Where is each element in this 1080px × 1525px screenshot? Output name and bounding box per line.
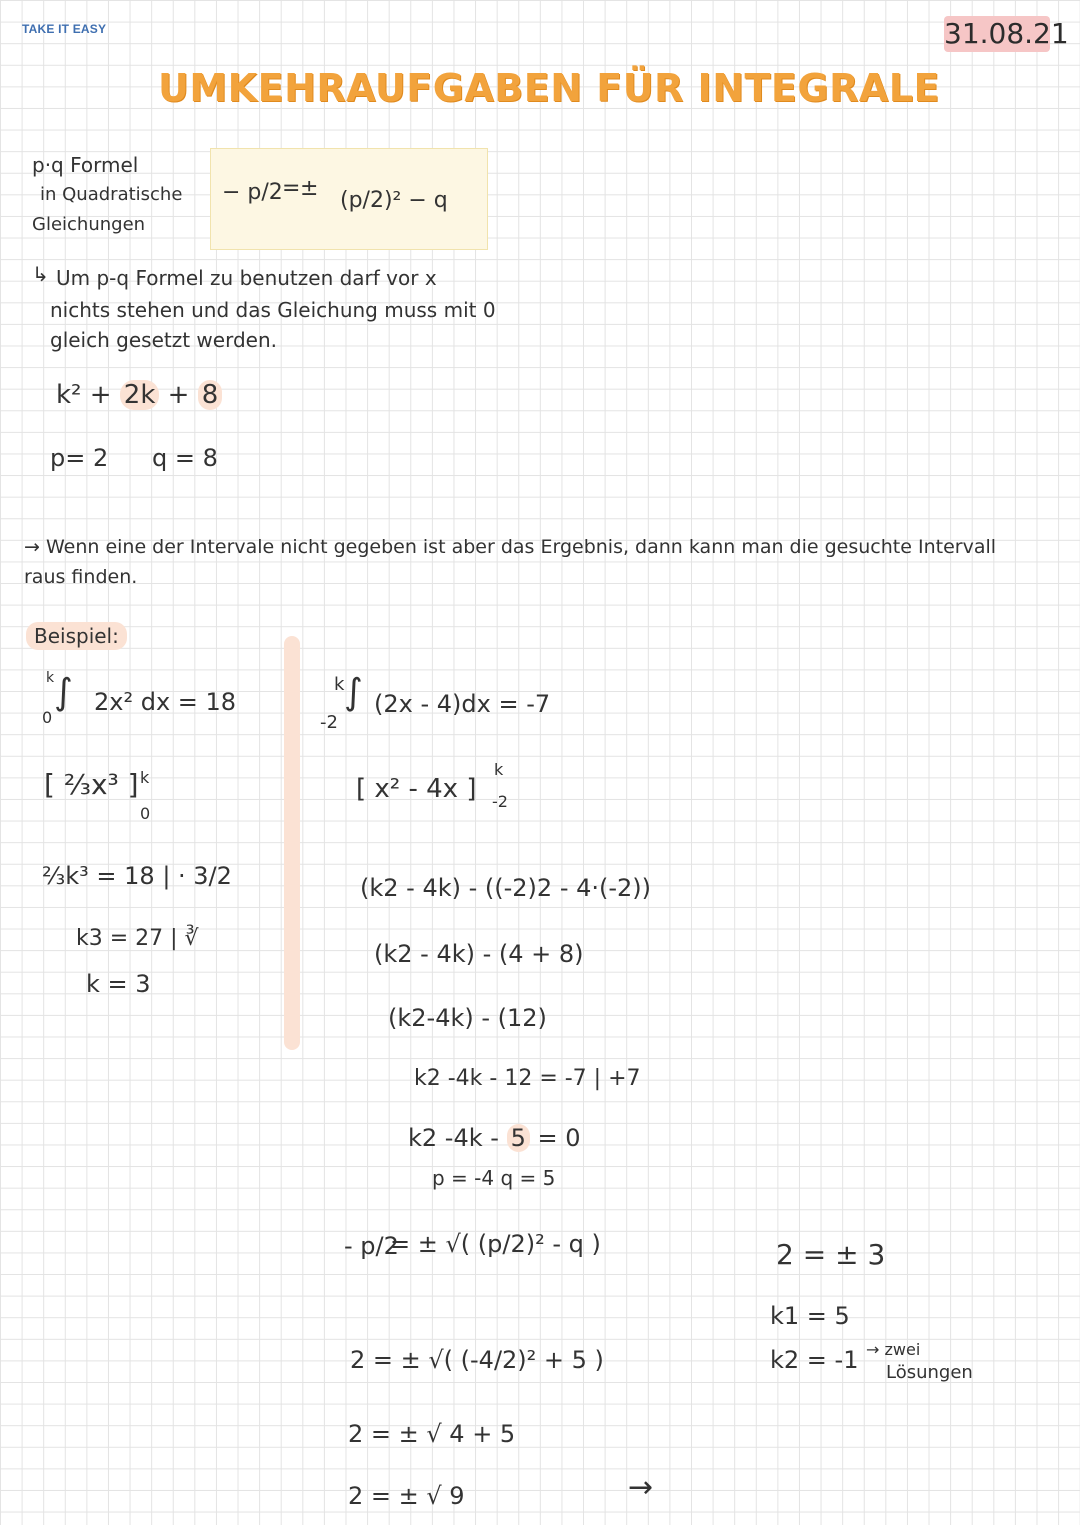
- poly-p-term: 2k: [120, 380, 160, 410]
- result-k2: k2 = -1: [770, 1346, 859, 1374]
- interval-note-line1: → Wenn eine der Intervale nicht gegeben ist aber das Ergebnis, dann kann man die gesuchte Intervall: [24, 536, 997, 558]
- step5-zero: = 0: [537, 1124, 581, 1152]
- result-line1: 2 = ± 3: [776, 1238, 886, 1271]
- result-arrow: →: [628, 1470, 654, 1505]
- right-antiderivative: [ x² - 4x ]: [356, 774, 477, 804]
- right-pq-values: p = -4 q = 5: [432, 1166, 556, 1190]
- poly-q-term: 8: [198, 380, 223, 410]
- note-line1: Um p-q Formel zu benutzen darf vor x: [56, 266, 437, 290]
- pq-value-p: p= 2: [50, 444, 109, 472]
- right-step5: [408, 1124, 581, 1152]
- left-bound-bottom: 0: [42, 708, 53, 727]
- left-anti-top: k: [140, 768, 150, 787]
- poly-k2: k² +: [56, 380, 112, 410]
- left-integral-sign: ∫: [54, 672, 73, 713]
- date-badge: 31.08.21: [944, 17, 1069, 50]
- example-poly: [56, 380, 222, 410]
- pq-label-line3: Gleichungen: [32, 214, 146, 235]
- page-title: UMKEHRAUFGABEN FÜR INTEGRALE: [158, 66, 940, 110]
- note-line2: nichts stehen und das Gleichung muss mit 0: [50, 298, 496, 322]
- left-step2: k3 = 27 | ∛: [76, 926, 199, 951]
- note-line3: gleich gesetzt werden.: [50, 328, 277, 352]
- right-sub2: 2 = ± √ 4 + 5: [348, 1420, 516, 1448]
- right-step1: (k2 - 4k) - ((-2)2 - 4·(-2)): [360, 874, 652, 902]
- right-integral-sign: ∫: [344, 672, 363, 713]
- poly-plus: +: [167, 380, 190, 410]
- pq-label-line2: in Quadratische: [40, 184, 183, 205]
- right-bound-top: k: [334, 674, 345, 695]
- beispiel-label: Beispiel:: [26, 622, 127, 650]
- result-note-word: Lösungen: [886, 1362, 973, 1383]
- left-antiderivative: [ ⅔x³ ]: [44, 768, 139, 801]
- left-anti-bottom: 0: [140, 804, 151, 823]
- result-k1: k1 = 5: [770, 1302, 850, 1330]
- right-sub3: 2 = ± √ 9: [348, 1482, 465, 1510]
- pq-formula-lhs: − p/2: [222, 180, 283, 205]
- pq-formula-label: [32, 150, 182, 240]
- left-bound-top: k: [46, 670, 55, 686]
- right-formula-rhs: = ± √( (p/2)² - q ): [390, 1230, 601, 1258]
- step5-q-term: 5: [507, 1124, 530, 1152]
- right-step4: k2 -4k - 12 = -7 | +7: [414, 1066, 641, 1091]
- right-step2: (k2 - 4k) - (4 + 8): [374, 940, 584, 968]
- pq-label-line1: p·q Formel: [32, 153, 139, 177]
- left-step3: k = 3: [86, 970, 151, 998]
- column-divider: [284, 636, 300, 1050]
- right-formula-lhs: - p/2: [344, 1232, 399, 1260]
- pq-value-q: q = 8: [152, 444, 218, 472]
- pq-formula-eq: =: [282, 176, 301, 201]
- pq-formula-root: (p/2)² − q: [340, 188, 448, 213]
- left-step1: ⅔k³ = 18 | · 3/2: [42, 862, 232, 890]
- pq-formula-pm: ±: [300, 176, 319, 201]
- note-arrow: ↳: [32, 262, 49, 286]
- right-step3: (k2-4k) - (12): [388, 1004, 547, 1032]
- left-integral: 2x² dx = 18: [94, 688, 237, 716]
- right-integral: (2x - 4)dx = -7: [374, 690, 551, 718]
- brand-label: TAKE IT EASY: [22, 22, 107, 36]
- result-note-arrow: → zwei: [866, 1340, 921, 1359]
- step5-terms: k2 -4k -: [408, 1124, 499, 1152]
- right-bound-bottom: -2: [320, 712, 338, 733]
- right-anti-top: k: [494, 760, 504, 779]
- interval-note-line2: raus finden.: [24, 566, 138, 588]
- right-sub1: 2 = ± √( (-4/2)² + 5 ): [350, 1346, 604, 1374]
- right-anti-bottom: -2: [492, 792, 508, 811]
